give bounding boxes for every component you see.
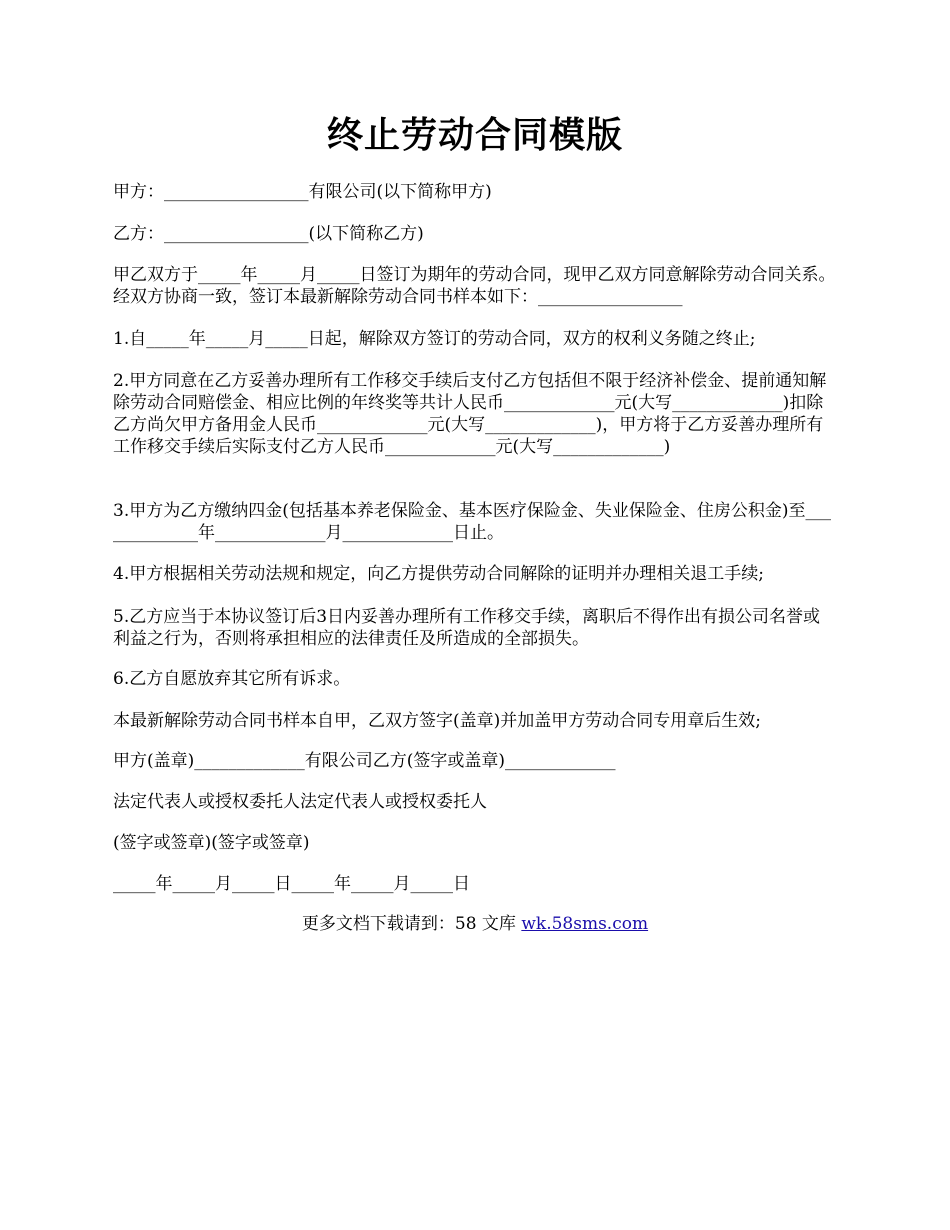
sign-or-seal-line: (签字或签章)(签字或签章) xyxy=(113,833,310,853)
clause-5: 5.乙方应当于本协议签订后3日内妥善办理所有工作移交手续，离职后不得作出有损公司名誉或利益之行为，否则将承担相应的法律责任及所造成的全部损失。 xyxy=(113,607,821,649)
date-line: _____年_____月_____日_____年_____月_____日 xyxy=(113,874,470,894)
party-b-line: 乙方：_________________(以下简称乙方) xyxy=(113,224,424,244)
clause-1: 1.自_____年_____月_____日起，解除双方签订的劳动合同，双方的权利义务随之终止; xyxy=(113,329,756,349)
clause-6: 6.乙方自愿放弃其它所有诉求。 xyxy=(113,669,351,689)
effective-clause: 本最新解除劳动合同书样本自甲，乙双方签字(盖章)并加盖甲方劳动合同专用章后生效; xyxy=(113,711,761,731)
footer-link[interactable]: wk.58sms.com xyxy=(521,914,649,934)
signature-line: 甲方(盖章)_____________有限公司乙方(签字或盖章)_____________ xyxy=(113,751,616,771)
clause-4: 4.甲方根据相关劳动法规和规定，向乙方提供劳动合同解除的证明并办理相关退工手续; xyxy=(113,564,764,584)
party-a-line: 甲方：_________________有限公司(以下简称甲方) xyxy=(113,182,492,202)
clause-2: 2.甲方同意在乙方妥善办理所有工作移交手续后支付乙方包括但不限于经济补偿金、提前通知解除劳动合同赔偿金、相应比例的年终奖等共计人民币_____________元(大写_____________)扣除乙方尚欠甲方备用金人民币_____________元(大写_____________)，甲方将于乙方妥善办理所有工作移交手续后实际支付乙方人民币_____________元(大写_____________) xyxy=(113,371,827,457)
footer-text: 更多文档下载请到：58 文库 xyxy=(301,914,522,934)
intro-paragraph: 甲乙双方于_____年_____月_____日签订为期年的劳动合同，现甲乙双方同意解除劳动合同关系。经双方协商一致，签订本最新解除劳动合同书样本如下：_________________ xyxy=(113,265,836,307)
representative-line: 法定代表人或授权委托人法定代表人或授权委托人 xyxy=(113,792,487,812)
footer xyxy=(0,912,950,936)
document-title: 终止劳动合同模版 xyxy=(326,114,623,156)
clause-3: 3.甲方为乙方缴纳四金(包括基本养老保险金、基本医疗保险金、失业保险金、住房公积金)至_____________年_____________月_____________日止。 xyxy=(113,501,831,543)
